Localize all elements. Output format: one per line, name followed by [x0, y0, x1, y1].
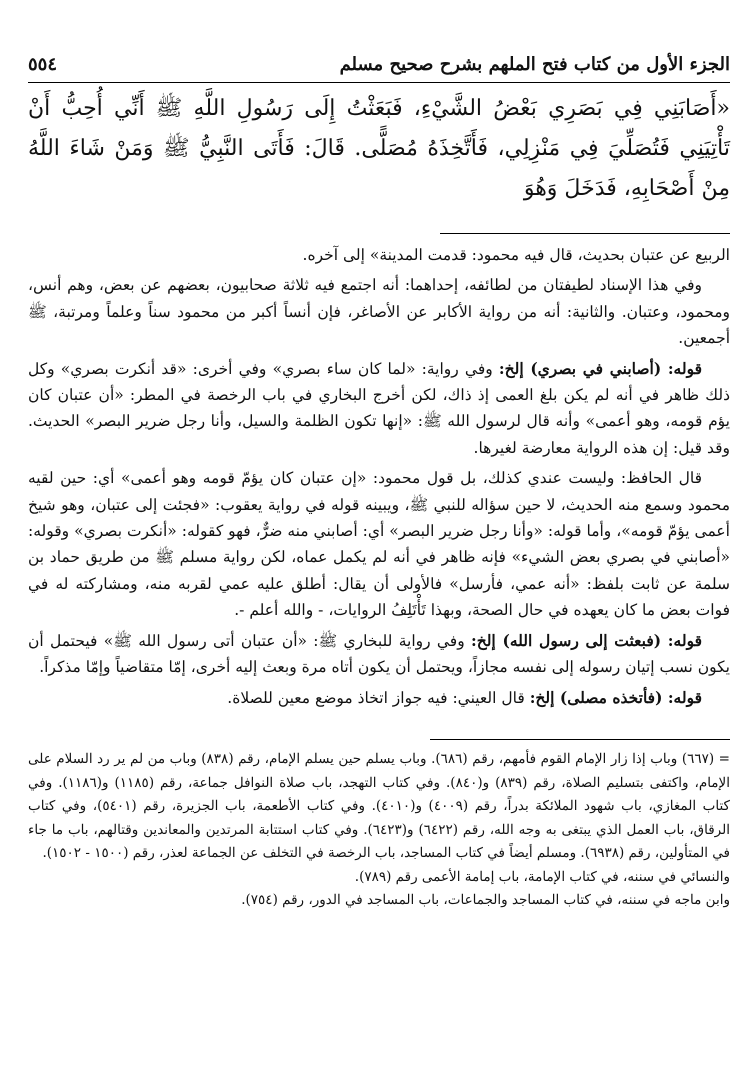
- commentary-paragraph: قوله: (أصابني في بصري) إلخ: وفي رواية: «لما كان ساء بصري» وفي أخرى: «قد أنكرت بصري» وكل ذلك ظاهر في أنه لم يكن بلغ العمى إذ ذاك، لكن أخرج البخاري في باب الرخصة في المطر: «أن عتبان كان يؤم قومه، وهو أعمى» وأنه قال لرسول الله ﷺ: «إنها تكون الظلمة والسيل، وأنا رجل ضرير البصر» الحديث. وقد قيل: إن هذه الرواية معارضة لغيرها.: [28, 358, 730, 457]
- running-title: الجزء الأول من كتاب فتح الملهم بشرح صحيح مسلم: [339, 54, 730, 75]
- header-rule: [28, 82, 730, 83]
- footnote: وابن ماجه في سننه، في كتاب المساجد والجماعات، باب المساجد في الدور، رقم (٧٥٤).: [241, 892, 730, 909]
- footnote: = (٦٦٧) وباب إذا زار الإمام القوم فأمهم، رقم (٦٨٦). وباب يسلم حين يسلم الإمام، رقم (٨٣٨) وباب من لم ير رد السلام على الإمام، واكتفى بتسليم الصلاة، رقم (٨٣٩) و(٨٤٠). وفي كتاب التهجد، باب صلاة النوافل جماعة، رقم (١١٨٥) و(١١٨٦). وفي كتاب المغازي، باب شهود الملائكة بدراً، رقم (٤٠٠٩) و(٤٠١٠). وفي كتاب الأطعمة، باب الجزيرة، رقم (٥٤٠١)، وفي كتاب الرقاق، باب العمل الذي يبتغى به وجه الله، رقم (٦٤٢٢) و(٦٤٢٣). وفي كتاب استتابة المرتدين والمعاندين وقتالهم، باب ما جاء في المتأولين، رقم (٦٩٣٨). ومسلم أيضاً في كتاب المساجد، باب الرخصة في التخلف عن الجماعة لعذر، رقم (١٥٠٠ - ١٥٠٢).: [28, 750, 730, 862]
- page-header: [28, 52, 730, 80]
- hadith-text: «أَصَابَنِي فِي بَصَرِي بَعْضُ الشَّيْءِ، فَبَعَثْتُ إِلَى رَسُولِ اللَّهِ ﷺ أَنِّي أُحِبُّ أَنْ تَأْتِيَنِي فَتُصَلِّيَ فِي مَنْزِلِي، فَأَتَّخِذَهُ مُصَلًّى. قَالَ: فَأَتَى النَّبِيُّ ﷺ وَمَنْ شَاءَ اللَّهُ مِنْ أَصْحَابِهِ، فَدَخَلَ وَهُوَ: [28, 96, 730, 201]
- footnotes: [28, 748, 730, 913]
- commentary-paragraph: قال الحافظ: وليست عندي كذلك، بل قول محمود: «إن عتبان كان يؤمّ قومه وهو أعمى» أي: حين لقيه محمود وسمع منه الحديث، لا حين سؤاله للنبي ﷺ، ويبينه قوله في رواية يعقوب: «فجئت إلى عتبان، وهو شيخ أعمى يؤمّ قومه»، وأما قوله: «وأنا رجل ضرير البصر» أي: أصابني منه ضرٌّ، فهو كقوله: «أنكرت بصري» وقوله: «أصابني في بصري بعض الشيء» فإنه ظاهر في أنه لم يكمل عماه، لكن رواية مسلم ﷺ من طريق حماد بن سلمة عن ثابت بلفظ: «أنه عمي، فأرسل» فالأولى أن يقال: أطلق عليه عمي لقربه منه، ومشاركته له في فوات بعض ما كان يعهده في حال الصحة، وبهذا تَأْتَلِفُ الروايات، - والله أعلم -.: [28, 469, 730, 620]
- footnote-divider: [430, 739, 730, 740]
- commentary-body: [28, 242, 730, 711]
- commentary-paragraph: وفي هذا الإسناد لطيفتان من لطائفه، إحداهما: أنه اجتمع فيه ثلاثة صحابيون، بعضهم عن بعض، وهم أنس، ومحمود، وعتبان. والثانية: أنه من رواية الأكابر عن الأصاغر، فإن أنساً أكبر من محمود سناً وعلماً ومرتبة، ﷺ أجمعين.: [28, 276, 730, 348]
- book-page: [28, 52, 730, 913]
- section-divider: [440, 233, 730, 234]
- footnote: والنسائي في سننه، في كتاب الإمامة، باب إمامة الأعمى رقم (٧٨٩).: [354, 868, 730, 885]
- commentary-lead: قوله: (فأتخذه مصلى) إلخ:: [529, 687, 702, 707]
- commentary-lead: قوله: (فبعثت إلى رسول الله) إلخ:: [470, 630, 702, 650]
- page-number: ٥٥٤: [28, 54, 58, 75]
- commentary-paragraph: قوله: (فأتخذه مصلى) إلخ: قال العيني: فيه جواز اتخاذ موضع معين للصلاة.: [227, 687, 702, 707]
- commentary-paragraph: الربيع عن عتبان بحديث، قال فيه محمود: قدمت المدينة» إلى آخره.: [302, 246, 730, 264]
- commentary-lead: قوله: (أصابني في بصري) إلخ:: [498, 358, 702, 378]
- commentary-paragraph: قوله: (فبعثت إلى رسول الله) إلخ: وفي رواية للبخاري ﷺ: «أن عتبان أتى رسول الله ﷺ» فيحتمل أن يكون نسب إتيان رسوله إلى نفسه مجازاً، ويحتمل أن يكون أتاه مرة وبعث إليه أخرى، إمّا متقاضياً وإمّا مذكراً.: [28, 630, 730, 677]
